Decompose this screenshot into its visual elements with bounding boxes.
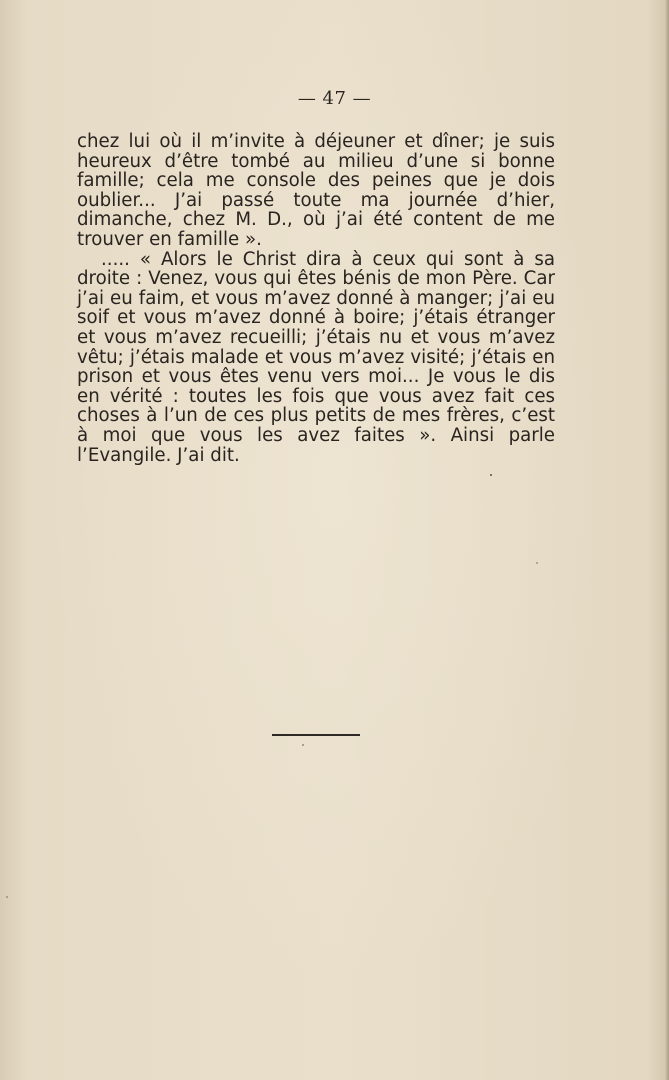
paper-speck xyxy=(536,562,538,564)
page-number: — 47 — xyxy=(297,88,372,109)
paper-speck xyxy=(6,896,8,898)
paper-speck xyxy=(302,744,304,746)
paragraph-gospel-quote: ..... « Alors le Christ dira à ceux qui sont à sa droite : Venez, vous qui êtes bénis de mon Père. Car j’ai eu faim, et vous m’avez donné à manger; j’ai eu soif et vous m’avez donné à boire; j’étais étranger et vous m’avez recueilli; j’étais nu et vous m’avez vêtu; j’étais malade et vous m’avez visité; j’étais en prison et vous êtes venu vers moi... Je vous le dis en vérité : toutes les fois que vous avez fait ces choses à l’un de ces plus petits de mes frères, c’est à moi que vous les avez faites ». Ainsi parle l’Evangile. J’ai dit. xyxy=(77,248,555,466)
page-edge-shadow xyxy=(665,0,669,1080)
paper-speck xyxy=(490,474,492,476)
paragraph-continuation: chez lui où il m’invite à déjeuner et dîner; je suis heureux d’être tombé au milieu d’une si bonne famille; cela me console des peines que je dois oublier... J’ai passé toute ma journée d’hier, dimanche, chez M. D., où j’ai été content de me trouver en famille ». xyxy=(77,131,555,250)
end-rule xyxy=(272,734,360,736)
body-text xyxy=(77,132,555,465)
